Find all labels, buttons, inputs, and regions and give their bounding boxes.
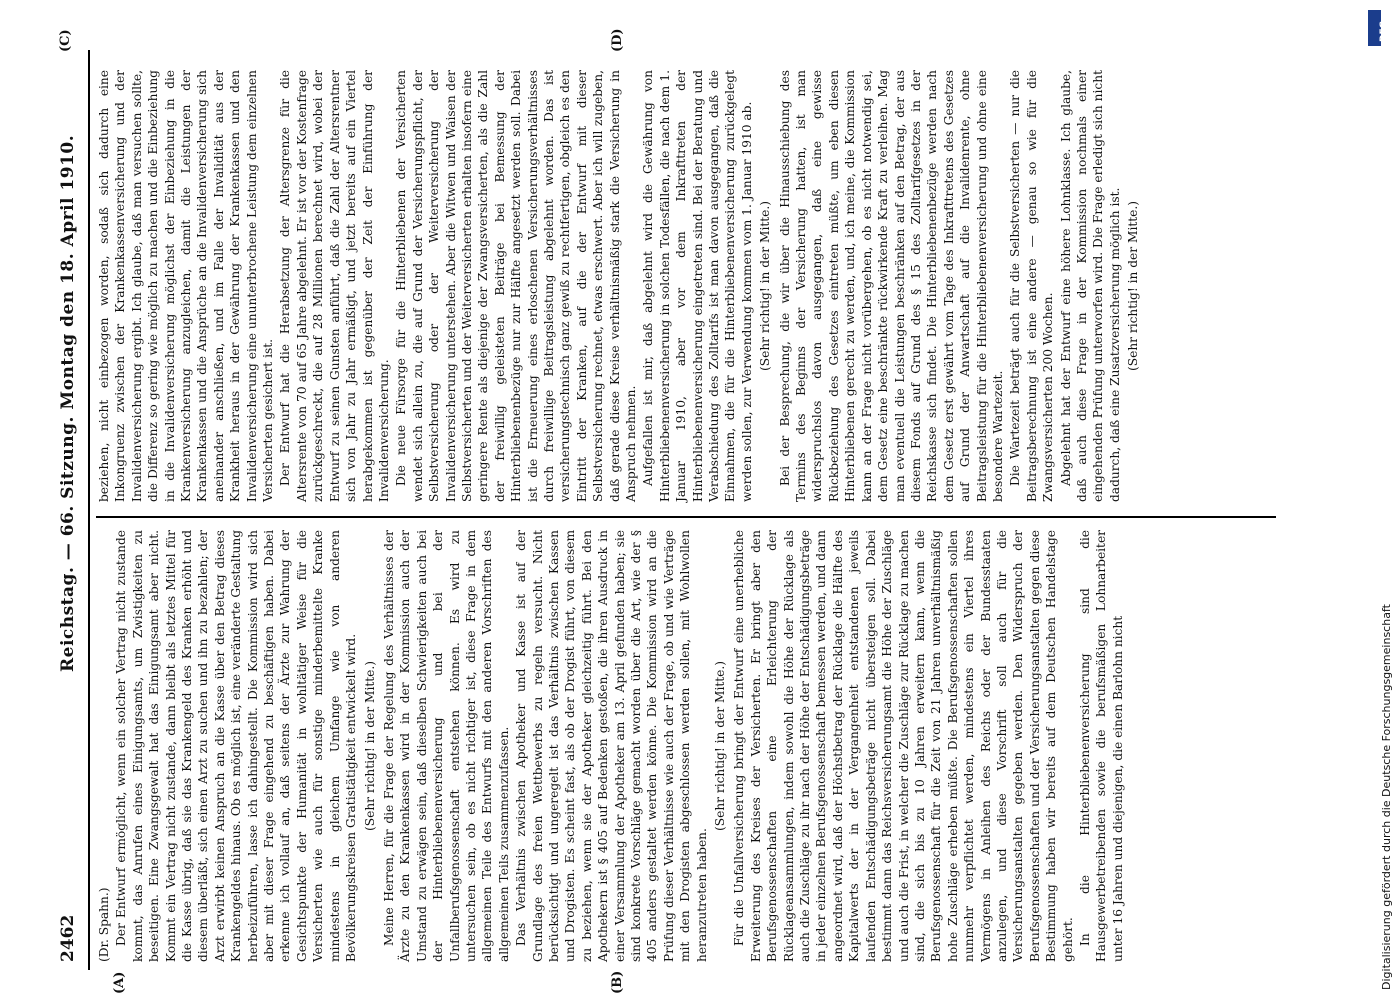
applause-note: (Sehr richtig! in der Mitte.) bbox=[713, 661, 728, 831]
right-column bbox=[96, 70, 1276, 502]
margin-mark-c: (C) bbox=[58, 29, 73, 52]
page-number: 2462 bbox=[58, 914, 78, 962]
paragraph: Der Entwurf ermöglicht, wenn ein solcher Vertrag nicht zustande kommt, das Anrufen eines Einigungsamts, um Zwistigkeiten zu beseitigen. Eine Zwangsgewalt hat das Einigungsamt aber nicht. Kommt ein Vertrag nicht zustande, dann bleibt als letztes Mittel für die Kasse übrig, daß sie das Krankengeld des Kranken erhöht und diesem überläßt, sich einen Arzt zu suchen und ihn zu bezahlen; der Arzt erwirbt keinen Anspruch an die Kasse über den Betrag dieses Krankengeldes hinaus. Ob es möglich ist, eine veränderte Gestaltung herbeizuführen, lasse ich dahingestellt. Die Kommission wird sich aber mit dieser Frage eingehend zu beschäftigen haben. Dabei erkenne ich vollauf an, daß seitens der Ärzte zur Wahrung der Gesichtspunkte der Humanität in wohltätiger Weise für die Versicherten wie auch für sonstige minderbemittelte Kranke mindestens in gleichem Umfange wie von anderen Bevölkerungskreisen Gratistätigkeit entwickelt wird. bbox=[114, 530, 359, 962]
margin-mark-b: (B) bbox=[610, 970, 625, 994]
applause-note: (Sehr richtig! in der Mitte.) bbox=[1126, 201, 1141, 371]
paragraph: Die Wartezeit beträgt auch für die Selbstversicherten — nur die Beitragsberechnung ist eine andere — genau so wie für die Zwangsversicherten 200 Wochen. bbox=[1008, 70, 1056, 502]
dfg-logo-text: DFG bbox=[1379, 20, 1389, 42]
paragraph: Für die Unfallversicherung bringt der Entwurf eine unerhebliche Erweiterung des Kreises der Versicherten. Er bringt aber den Berufsgenossenschaften eine Erleichterung der Rücklageansammlungen, indem sowohl die Höhe der Rücklage als auch die Zuschläge zu ihr nach der Höhe der Entschädigungsbeträge in jeder einzelnen Berufsgenossenschaft bemessen werden, und dann angeordnet wird, daß der Höchstbetrag der Rücklage die Hälfte des Kapitalwerts der in der Vergangenheit entstandenen jeweils laufenden Entschädigungsbeträge nicht übersteigen soll. Dabei bestimmt dann das Reichsversicherungsamt die Höhe der Zuschläge und auch die Frist, in welcher die Zuschläge zur Rücklage zu machen sind, die sich bis zu 10 Jahren erweitern kann, wenn die Berufsgenossenschaft für die Zeit von 21 Jahren unverhältnismäßig hohe Zuschläge erheben müßte. Die Berufsgenossenschaften sollen nunmehr verpflichtet werden, mindestens ein Viertel ihres Vermögens in Anleihen des Reichs oder der Bundesstaaten anzulegen, und diese Vorschrift soll auch für die Versicherungsanstalten gegeben werden. Den Widerspruch der Berufsgenossenschaften und der Versicherungsanstalten gegen diese Bestimmung haben wir bereits auf dem Deutschen Handelstage gehört. bbox=[732, 530, 1075, 962]
applause-note: (Sehr richtig! in der Mitte.) bbox=[758, 201, 773, 371]
margin-mark-d: (D) bbox=[610, 28, 625, 52]
speaker-name: (Dr. Spahn.) bbox=[97, 887, 111, 962]
attribution-text: Digitalisierung gefördert durch die Deutsche Forschungsgemeinschaft bbox=[1380, 604, 1393, 990]
paragraph: Der Entwurf hat die Herabsetzung der Altersgrenze für die Altersrente von 70 auf 65 Jahre abgelehnt. Er ist vor der Kostenfrage zurückgeschreckt, die auf 28 Millionen berechnet wird, wobei der Entwurf zu seinen Gunsten anführt, daß die Zahl der Altersrentner sich von Jahr zu Jahr ermäßigt, und jetzt bereits auf ein Viertel herabgekommen ist gegenüber der Zeit der Einführung der Invalidenversicherung. bbox=[278, 70, 391, 502]
paragraph: Aufgefallen ist mir, daß abgelehnt wird die Gewährung von Hinterbliebenenversicherung in solchen Todesfällen, die nach dem 1. Januar 1910, aber vor dem Inkrafttreten der Hinterbliebenenversicherung eingetreten sind. Bei der Beratung und Verabschiedung des Zolltarifs ist man davon ausgegangen, daß die Einnahmen, die für die Hinterbliebenenversicherung zurückgelegt werden sollen, zur Verwendung kommen vom 1. Januar 1910 ab. bbox=[641, 70, 754, 502]
page-header bbox=[58, 42, 86, 972]
paragraph: Meine Herren, für die Frage der Regelung des Verhältnisses der Ärzte zu den Krankenkassen wird in der Kommission auch der Umstand zu erwägen sein, daß dieselben Schwierigkeiten auch bei der Hinterbliebenenversicherung und bei der Unfallberufsgenossenschaft entstehen können. Es wird zu untersuchen sein, ob es nicht richtiger ist, diese Frage in dem allgemeinen Teile des Entwurfs mit den anderen Vorschriften des allgemeinen Teils zusammenzufassen. bbox=[381, 530, 511, 962]
left-column bbox=[96, 530, 1276, 962]
paragraph: Das Verhältnis zwischen Apotheker und Kasse ist auf der Grundlage des freien Wettbewerbs zu regeln versucht. Nicht berücksichtigt und ungeregelt ist das Verhältnis zwischen Kassen und Drogisten. Es scheint fast, als ob der Drogist führt, von diesem zu beziehen, wenn sie der Apotheker gleichzeitig führt. Bei den Apothekern ist § 405 auf Bedenken gestoßen, die ihren Ausdruck in einer Versammlung der Apotheker am 13. April gefunden haben; sie sind konkrete Vorschläge gemacht worden über die Art, wie der § 405 anders gestaltet werden könne. Die Kommission wird an die Prüfung dieser Verhältnisse wie auch der Frage, ob und wie Verträge mit den Drogisten abgeschlossen werden sollen, mit Wohlwollen heranzutreten haben. bbox=[514, 530, 709, 962]
paragraph: In die Hinterbliebenenversicherung sind die Hausgewerbetreibenden sowie die berufsmäßigen Lohnarbeiter unter 16 Jahren und diejenigen, die einen Barlohn nicht bbox=[1077, 530, 1125, 962]
margin-mark-a: (A) bbox=[112, 971, 127, 994]
column-divider bbox=[96, 517, 1276, 519]
dfg-logo bbox=[1368, 10, 1389, 46]
header-rule bbox=[88, 50, 90, 970]
applause-note: (Sehr richtig! in der Mitte.) bbox=[362, 661, 377, 831]
paragraph: Die neue Fürsorge für die Hinterbliebenen der Versicherten wendet sich allein zu, die auf Grund der Versicherungspflicht, der Selbstversicherung oder der Weiterversicherung der Invalidenversicherung unterstehen. Aber die Witwen und Waisen der Selbstversicherten und der Weiterversicherten erhalten insofern eine geringere Rente als diejenige der Zwangsversicherten, als die Zahl der freiwillig geleisteten Beiträge bei Bemessung der Hinterbliebenenbezüge nur zur Hälfte angesetzt werden soll. Dabei ist die Erneuerung eines erloschenen Versicherungsverhältnisses durch freiwillige Beitragsleistung abgelehnt worden. Das ist versicherungstechnisch ganz gewiß zu rechtfertigen, obgleich es den Eintritt der Kranken, auf die der Entwurf mit dieser Selbstversicherung rechnet, etwas erschwert. Aber ich will zugeben, daß gerade diese Kreise verhältnismäßig stark die Versicherung in Anspruch nehmen. bbox=[394, 70, 638, 502]
page-title: Reichstag. — 66. Sitzung. Montag den 18. April 1910. bbox=[58, 134, 78, 672]
paragraph: Bei der Besprechung, die wir über die Hinausschiebung des Termins des Beginns der Versicherung hatten, ist man widerspruchslos davon ausgegangen, daß eine gewisse Rückbeziehung des Gesetzes eintreten müßte, um eben diesen Hinterbliebenen gerecht zu werden, und, ich meine, die Kommission kann an der Frage nicht vorübergehen, ob es nicht notwendig sei, dem Gesetz eine beschränkte rückwirkende Kraft zu verleihen. Mag man eventuell die Leistungen beschränken auf den Betrag, der aus diesem Fonds auf Grund des § 15 des Zolltarifgesetzes in der Reichskasse sich findet. Die Hinterbliebenenbezüge werden nach dem Gesetz erst gewährt vom Tage des Inkrafttretens des Gesetzes auf Grund der Anwartschaft auf die Invalidenrente, ohne Beitragsleistung für die Hinterbliebenenversicherung und ohne eine besondere Wartezeit. bbox=[777, 70, 1005, 502]
paragraph: beziehen, nicht einbezogen worden, sodaß sich dadurch eine Inkongruenz zwischen der Krankenkassenversicherung und der Invalidenversicherung ergibt. Ich glaube, daß man versuchen sollte, die Differenz so gering wie möglich zu machen und die Einbeziehung in die Invalidenversicherung möglichst der Einbeziehung in die Krankenversicherung anzugleichen, damit die Leistungen der Krankenkassen und die Ansprüche an die Invalidenversicherung sich aneinander anschließen, und im Falle der Invalidität aus der Krankheit heraus in der Gewährung der Krankenkassen und den Invalidenversicherung eine ununterbrochene Leistung dem einzelnen Versicherten gesichert ist. bbox=[97, 70, 276, 502]
paragraph: Abgelehnt hat der Entwurf eine höhere Lohnklasse. Ich glaube, daß auch diese Frage in der Kommission nochmals einer eingehenden Prüfung unterworfen wird. Die Frage erledigt sich nicht dadurch, daß eine Zusatzversicherung möglich ist. bbox=[1058, 70, 1122, 502]
